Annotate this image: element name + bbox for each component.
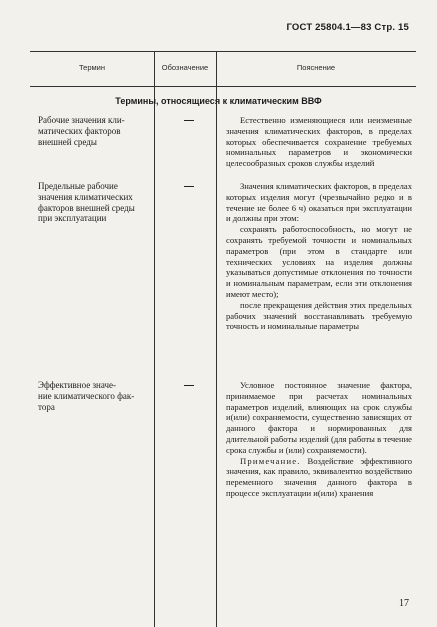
explanation-paragraph: Значения климатических факторов, в пределах которых изделия могут (чрезвычайно редко и в течение не более 6 ч) оказаться при эксплуатации и должны при этом:	[226, 181, 412, 224]
column-header-explanation: Пояснение	[296, 63, 336, 72]
symbol-dash	[184, 186, 194, 187]
section-title: Термины, относящиеся к климатическим ВВФ	[115, 96, 322, 106]
explanation-limit-working-values	[226, 181, 412, 332]
term-effective-value: Эффективное значе- ние климатического фак- тора	[38, 380, 135, 412]
column-header-symbol: Обозначение	[161, 63, 209, 72]
explanation-paragraph: Условное постоянное значение фактора, принимаемое при расчетах номинальных параметров изделий, влияющих на срок службы и(или) сохраняемости, существенно зависящих от данного фактора и нормированных для длительной работы изделий (для работы в течение срока службы и (или) сохраняемости).	[226, 380, 412, 455]
explanation-effective-value	[226, 380, 412, 499]
table-top-rule	[30, 51, 416, 52]
term-limit-working-values: Предельные рабочие значения климатических факторов внешней среды при эксплуатации	[38, 181, 135, 224]
symbol-dash	[184, 120, 194, 121]
explanation-paragraph: после прекращения действия этих предельных рабочих значений восстанавливать требуемую точность и номинальные параметры	[226, 299, 412, 332]
column-header-term: Термин	[79, 63, 105, 72]
term-working-values: Рабочие значения кли- матических факторов внешней среды	[38, 115, 125, 147]
note-paragraph	[226, 456, 412, 499]
column-divider-2	[216, 51, 217, 627]
explanation-paragraph: Естественно изменяющиеся или неизменные значения климатических факторов, в пределах которых обеспечивается сохранение требуемых номинальных параметров и экономически целесообразных сроков службы изделий	[226, 115, 412, 169]
page-number: 17	[399, 598, 409, 609]
explanation-paragraph: сохранять работоспособность, но могут не сохранять требуемой точности и номинальных параметров (при этом в стандарте или технических условиях на изделия должны указываться допустимые отклонения по точности и номинальным параметрам, если эти отклонения имеют место);	[226, 224, 412, 299]
symbol-dash	[184, 385, 194, 386]
note-text: Воздействие эффективного значения, как правило, эквивалентно воздействию переменного значения данного фактора в процессе эксплуатации и(или) хранения	[226, 455, 412, 498]
running-header: ГОСТ 25804.1—83 Стр. 15	[286, 22, 409, 33]
explanation-working-values	[226, 115, 412, 169]
note-label: Примечание.	[240, 455, 301, 466]
table-header-bottom-rule	[30, 86, 416, 87]
